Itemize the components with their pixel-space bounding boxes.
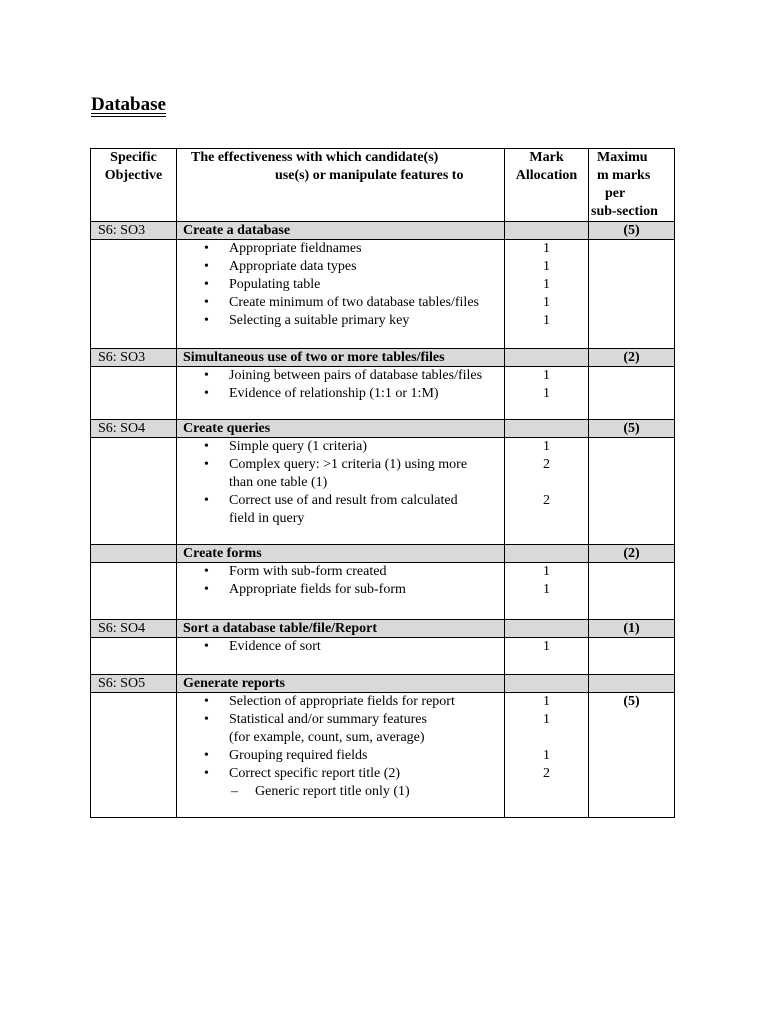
section-marks: [505, 693, 589, 818]
section-criteria: [177, 563, 505, 620]
criterion-mark: 1: [543, 439, 550, 454]
section-name: Create a database: [177, 222, 505, 240]
section-name: Simultaneous use of two or more tables/files: [177, 349, 505, 367]
section-header-row: [91, 675, 675, 693]
section-mark-empty: [505, 545, 589, 563]
criterion-mark: [505, 729, 588, 747]
section-body-objective: [91, 240, 177, 349]
section-body-row: [91, 563, 675, 620]
criterion-item: • Evidence of sort: [177, 638, 504, 656]
criterion-item: • Appropriate fields for sub-form: [177, 581, 504, 599]
section-marks: [505, 438, 589, 545]
section-max-marks: (5): [589, 420, 675, 438]
header-effect-line2: use(s) or manipulate features to: [275, 168, 464, 183]
criterion-mark: [505, 510, 588, 528]
section-body-max: [589, 638, 675, 675]
criterion-item: • Evidence of relationship (1:1 or 1:M): [177, 385, 504, 403]
header-max-marks: [589, 149, 675, 222]
section-name: Generate reports: [177, 675, 505, 693]
criterion-mark: 2: [543, 493, 550, 508]
criterion-mark: 1: [543, 386, 550, 401]
criterion-mark: 1: [543, 368, 550, 383]
section-header-row: [91, 545, 675, 563]
page-title: Database: [91, 94, 166, 115]
section-marks: [505, 638, 589, 675]
section-body-max: (5): [589, 693, 675, 818]
header-objective-line2: Objective: [104, 168, 163, 183]
section-name: Create forms: [177, 545, 505, 563]
section-body-objective: [91, 693, 177, 818]
criterion-item: • Form with sub-form created: [177, 563, 504, 581]
section-body-row: [91, 438, 675, 545]
criterion-item: • Complex query: >1 criteria (1) using more: [177, 456, 504, 474]
criterion-mark: 1: [543, 564, 550, 579]
section-mark-empty: [505, 675, 589, 693]
criterion-item: • Statistical and/or summary features: [177, 711, 504, 729]
header-objective-line1: Specific: [110, 150, 157, 165]
criterion-item: • Selection of appropriate fields for report: [177, 693, 504, 711]
section-criteria: [177, 240, 505, 349]
section-header-row: [91, 222, 675, 240]
section-objective: S6: SO4: [91, 420, 177, 438]
criterion-mark: 1: [543, 712, 550, 727]
section-header-row: [91, 420, 675, 438]
section-body-max: [589, 563, 675, 620]
criterion-item: • Joining between pairs of database tables/files: [177, 367, 504, 385]
criterion-item: • Populating table: [177, 276, 504, 294]
criterion-item: • Simple query (1 criteria): [177, 438, 504, 456]
section-body-objective: [91, 367, 177, 420]
criterion-mark: 1: [543, 277, 550, 292]
criterion-item: • Correct specific report title (2): [177, 765, 504, 783]
criterion-item: than one table (1): [229, 475, 328, 490]
criterion-mark: 1: [543, 639, 550, 654]
section-criteria: [177, 438, 505, 545]
header-effectiveness: [177, 149, 505, 222]
section-name: Create queries: [177, 420, 505, 438]
section-header-row: [91, 349, 675, 367]
criterion-item: • Grouping required fields: [177, 747, 504, 765]
criterion-item: (for example, count, sum, average): [229, 730, 425, 745]
criterion-mark: 2: [543, 457, 550, 472]
header-max-line4: sub-section: [591, 204, 658, 219]
header-effect-line1: The effectiveness with which candidate(s): [191, 150, 439, 165]
criterion-item: • Appropriate data types: [177, 258, 504, 276]
criterion-mark: 1: [543, 313, 550, 328]
section-max-marks: [589, 675, 675, 693]
header-mark-line1: Mark: [529, 150, 564, 165]
criterion-mark: 2: [543, 766, 550, 781]
section-criteria: [177, 693, 505, 818]
section-mark-empty: [505, 620, 589, 638]
marking-scheme-table: [90, 148, 675, 818]
header-max-line1: Maximu: [597, 150, 648, 165]
section-header-row: [91, 620, 675, 638]
section-objective: S6: SO5: [91, 675, 177, 693]
section-mark-empty: [505, 420, 589, 438]
section-body-max: [589, 240, 675, 349]
section-max-marks: (5): [589, 222, 675, 240]
header-max-line2: m marks: [597, 168, 651, 183]
header-row: [91, 149, 675, 222]
section-name: Sort a database table/file/Report: [177, 620, 505, 638]
header-mark-allocation: [505, 149, 589, 222]
criterion-item: • Create minimum of two database tables/files: [177, 294, 504, 312]
section-objective: S6: SO4: [91, 620, 177, 638]
criterion-item: • Selecting a suitable primary key: [177, 312, 504, 330]
section-marks: [505, 240, 589, 349]
header-mark-line2: Allocation: [515, 168, 578, 183]
section-body-max: [589, 367, 675, 420]
section-criteria: [177, 367, 505, 420]
criterion-mark: 1: [543, 241, 550, 256]
criterion-mark: 1: [543, 582, 550, 597]
section-mark-empty: [505, 349, 589, 367]
criterion-mark: 1: [543, 259, 550, 274]
section-body-objective: [91, 563, 177, 620]
criterion-mark: 1: [543, 295, 550, 310]
section-body-row: [91, 367, 675, 420]
section-max-marks: (1): [589, 620, 675, 638]
section-mark-empty: [505, 222, 589, 240]
criterion-mark: 1: [543, 748, 550, 763]
criterion-mark: [505, 474, 588, 492]
section-body-objective: [91, 638, 177, 675]
header-objective: [91, 149, 177, 222]
section-body-row: [91, 638, 675, 675]
criterion-item: field in query: [229, 511, 305, 526]
criterion-item: • Appropriate fieldnames: [177, 240, 504, 258]
section-objective: S6: SO3: [91, 349, 177, 367]
criterion-item: – Generic report title only (1): [177, 783, 504, 801]
criterion-item: • Correct use of and result from calculated: [177, 492, 504, 510]
section-max-marks: (2): [589, 349, 675, 367]
criterion-mark: 1: [543, 694, 550, 709]
section-body-objective: [91, 438, 177, 545]
section-objective: [91, 545, 177, 563]
section-body-row: [91, 693, 675, 818]
header-max-line3: per: [605, 186, 626, 201]
criterion-mark: [505, 783, 588, 801]
section-body-max: [589, 438, 675, 545]
section-body-row: [91, 240, 675, 349]
section-max-marks: (2): [589, 545, 675, 563]
section-criteria: [177, 638, 505, 675]
section-marks: [505, 563, 589, 620]
section-objective: S6: SO3: [91, 222, 177, 240]
section-marks: [505, 367, 589, 420]
